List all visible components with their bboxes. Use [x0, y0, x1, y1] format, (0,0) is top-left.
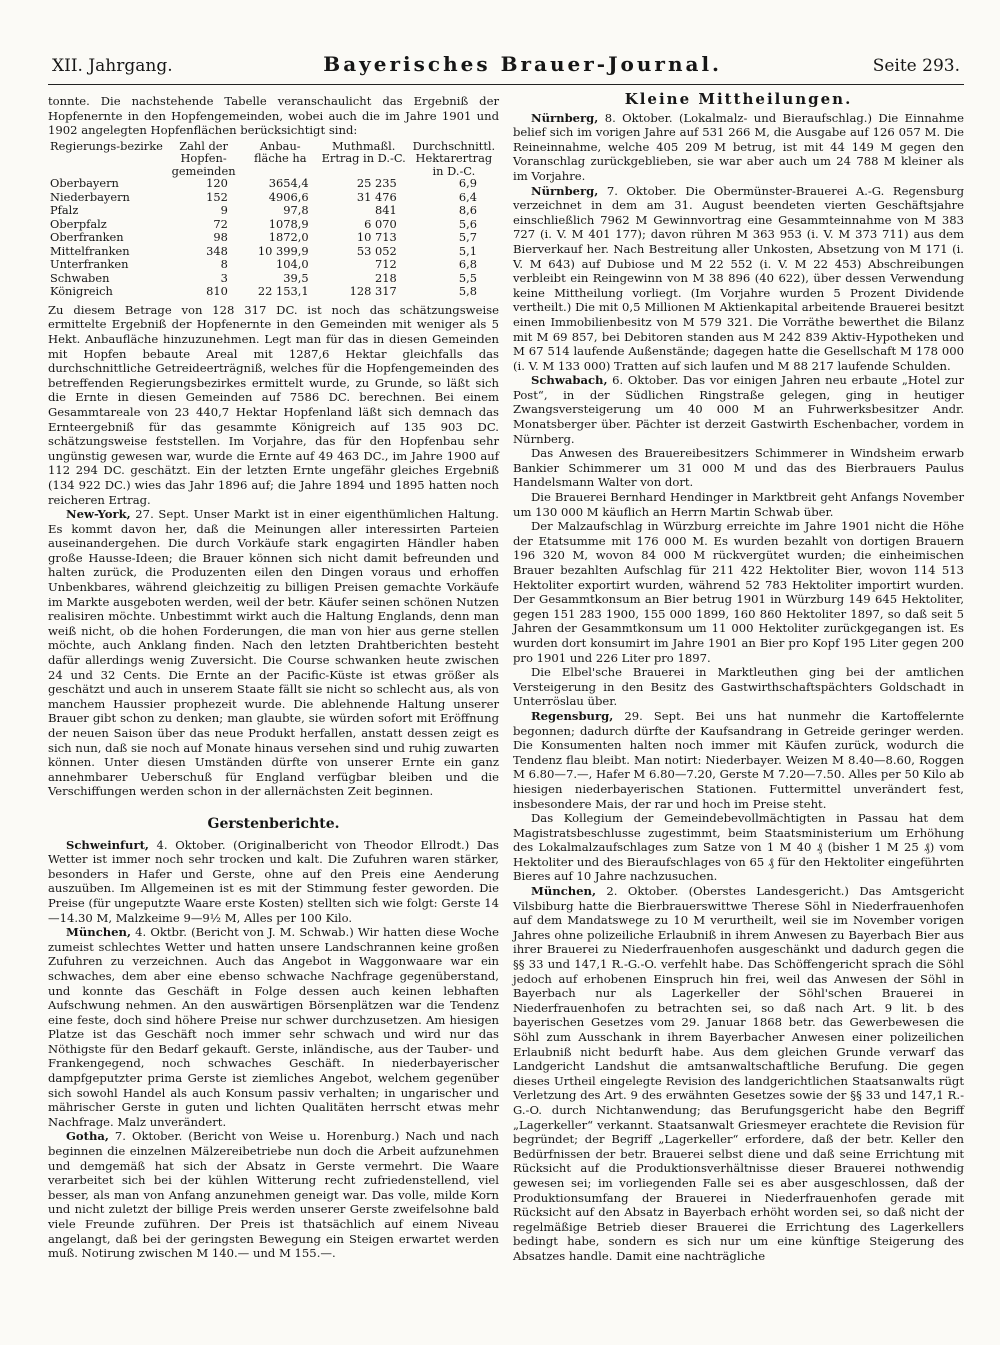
- gotha-paragraph: [48, 1129, 499, 1260]
- table-cell: 97,8: [283, 203, 309, 218]
- table-cell: 6,8: [458, 257, 477, 272]
- newspaper-page: [48, 52, 964, 1322]
- table-cell: Unterfranken: [50, 257, 129, 272]
- table-cell: Schwaben: [50, 270, 110, 285]
- col-header: Zahl der Hopfen-gemeinden: [171, 138, 236, 178]
- table-cell: 218: [375, 270, 397, 285]
- nuernberg-2-paragraph: [513, 184, 964, 374]
- table-cell: 72: [213, 216, 228, 231]
- right-column: [513, 90, 964, 1264]
- journal-title: Bayerisches Brauer-Journal.: [323, 52, 723, 76]
- col-header: Durchschnittl. Hektarertrag in D.-C.: [412, 138, 496, 178]
- table-cell: 10 713: [356, 230, 397, 245]
- regensburg-paragraph: [513, 709, 964, 811]
- table-cell: 3654,4: [268, 176, 309, 191]
- table-cell: Oberbayern: [50, 176, 119, 191]
- passau-paragraph: Das Kollegium der Gemeindebevollmächtigten in Passau hat dem Magistratsbeschlusse zugestimmt, beim Staatsministerium um Erhöhung des Lokalmalzaufschlages zum Satze von 1 M 40 ₰ (bisher 1 M 25 ₰) vom Hektoliter und des Bieraufschlages von 65 ₰ für den Hektoliter eingeführten Bieres auf 10 Jahre nachzusuchen.: [513, 811, 964, 884]
- place-name: München,: [531, 884, 597, 899]
- paragraph-text: 7. Oktober. Die Obermünster-Brauerei A.-G. Regensburg verzeichnet in dem am 31. August beendeten vierten Geschäftsjahre einschließlich 7962 M Gewinnvortrag eine Gesammteinnahme von M 383 727 (i. V. M 401 177); davon rühren M 363 953 (i. V. M 373 711) aus dem Bierverkauf her. Nach Bestreitung aller Unkosten, Absetzung von M 171 (i. V. M 643) auf Dubiose und M 22 552 (i. V. M 22 453) Abschreibungen verbleibt ein Reingewinn von M 38 896 (40 622), über dessen Verwendung keine Mittheilung vorliegt. (Im Vorjahre wurden 5 Prozent Dividende vertheilt.) Die mit 0,5 Millionen M Aktienkapital arbeitende Brauerei besitzt einen Immobilienbesitz von M 579 321. Die Vorräthe bewerthet die Bilanz mit M 69 857, bei Debitoren standen aus M 242 839 Aktiv-Hypotheken und M 67 514 laufende Außenstände; dagegen hatte die Gesellschaft M 178 000 (i. V. M 133 000) Tratten auf sich laufen und M 88 217 laufende Schulden.: [513, 183, 964, 373]
- table-cell: Niederbayern: [50, 189, 130, 204]
- left-column: [48, 94, 499, 1264]
- table-cell: 25 235: [356, 176, 397, 191]
- wuerzburg-paragraph: Der Malzaufschlag in Würzburg erreichte im Jahre 1901 nicht die Höhe der Etatsumme mit 176 000 M. Es wurden bezahlt von dortigen Brauern 196 320 M, wovon 84 000 M rückvergütet wurden; die einheimischen Brauer bezahlten Aufschlag für 211 422 Hektoliter Bier, wovon 114 513 Hektoliter exportirt wurden, während 52 783 Hektoliter importirt wurden. Der Gesammtkonsum an Bier betrug 1901 in Würzburg 149 645 Hektoliter, gegen 151 283 1900, 155 000 1899, 160 860 Hektoliter 1897, so daß seit 5 Jahren der Gesammtkonsum um 11 000 Hektoliter zurückgegangen ist. Es wurden dort konsumirt im Jahre 1901 an Bier pro Kopf 195 Liter gegen 200 pro 1901 und 226 Liter pro 1897.: [513, 519, 964, 665]
- muenchen-court-paragraph: [513, 884, 964, 1263]
- table-cell: 712: [375, 257, 397, 272]
- table-cell: 1078,9: [268, 216, 309, 231]
- table-cell: 31 476: [356, 189, 397, 204]
- table-cell: 4906,6: [268, 189, 309, 204]
- place-name: New-York,: [66, 507, 131, 522]
- section-title: Gerstenberichte.: [207, 815, 340, 832]
- table-cell: 810: [206, 284, 228, 299]
- hop-harvest-table: [48, 140, 499, 299]
- table-cell: 53 052: [356, 243, 397, 258]
- section-title: Kleine Mittheilungen.: [624, 90, 853, 108]
- col-header: Regierungs-bezirke: [50, 138, 163, 153]
- table-row: [48, 218, 499, 232]
- table-cell: 348: [206, 243, 228, 258]
- table-cell: 5,8: [458, 284, 477, 299]
- place-name: Nürnberg,: [531, 110, 599, 125]
- windsheim-paragraph: Das Anwesen des Brauereibesitzers Schimmerer in Windsheim erwarb Bankier Schimmerer um 31 000 M und das des Bierbrauers Paulus Handelsmann Walter von dort.: [513, 446, 964, 490]
- table-cell: 120: [206, 176, 228, 191]
- table-cell: Oberpfalz: [50, 216, 107, 231]
- table-row: [48, 272, 499, 286]
- paragraph-text: 2. Oktober. (Oberstes Landesgericht.) Das Amtsgericht Vilsbiburg hatte die Bierbrauerswittwe Therese Söhl in Niederfrauenhofen auf dem Mandatswege zu 10 M verurtheilt, weil sie im November vorigen Jahres ohne polizeiliche Erlaubniß in ihrem Anwesen zu Bayerbach Bier aus ihrer Brauerei zu Niederfrauenhofen ausgeschänkt und dadurch gegen die §§ 33 und 147,1 R.-G.-O. verfehlt habe. Das Schöffengericht sprach die Söhl jedoch auf erhobenen Einspruch hin frei, weil das Anwesen der Söhl in Bayerbach nur als Lagerkeller der Söhl'schen Brauerei in Niederfrauenhofen zu betrachten sei, so daß nach Art. 9 lit. b des bayerischen Gesetzes vom 29. Januar 1868 betr. das Gewerbewesen die Söhl zum Ausschank in ihrem Bayerbacher Anwesen einer polizeilichen Erlaubniß nicht bedurft habe. Aus dem gleichen Grunde verwarf das Landgericht Landshut die amtsanwaltschaftliche Berufung. Die gegen dieses Urtheil eingelegte Revision des landgerichtlichen Staatsanwalts rügt Verletzung des Art. 9 des erwähnten Gesetzes sowie der §§ 33 und 147,1 R.-G.-O. durch Nichtanwendung; das Berufungsgericht habe den Begriff „Lagerkeller“ verkannt. Staatsanwalt Griesmeyer erachtete die Revision für begründet; der Begriff „Lagerkeller“ erfordere, daß der betr. Keller den Bedürfnissen der betr. Brauerei selbst diene und daß seine Errichtung mit Rücksicht auf die Produktionsverhältnisse dieser Brauerei nothwendig gewesen sei; im vorliegenden Falle sei es aber ausgeschlossen, daß der Produktionsumfang der Brauerei in Niederfrauenhofen gerade mit Rücksicht auf den Absatz in Bayerbach erhöht worden sei, so daß nicht der regelmäßige Betrieb dieser Brauerei die Errichtung des Lagerkellers bedingt habe, sondern es sich nur um eine künftige Steigerung des Absatzes handle. Damit eine nachträgliche: [513, 884, 964, 1263]
- table-cell: 6,4: [458, 189, 477, 204]
- place-name: Nürnberg,: [531, 183, 599, 198]
- table-row: [48, 204, 499, 218]
- table-cell: 8: [220, 257, 228, 272]
- table-cell: Oberfranken: [50, 230, 124, 245]
- table-row: [48, 245, 499, 259]
- muenchen-paragraph: [48, 925, 499, 1129]
- table-cell: 5,7: [458, 230, 477, 245]
- table-cell: 152: [206, 189, 228, 204]
- table-cell: Königreich: [50, 284, 113, 299]
- table-cell: 128 317: [349, 284, 397, 299]
- nuernberg-1-paragraph: [513, 111, 964, 184]
- table-cell: Mittelfranken: [50, 243, 130, 258]
- table-cell: 1872,0: [268, 230, 309, 245]
- table-cell: 5,5: [458, 270, 477, 285]
- place-name: München,: [66, 925, 132, 940]
- table-cell: 3: [220, 270, 228, 285]
- table-row: [48, 177, 499, 191]
- col-header: Anbau-fläche ha: [253, 138, 307, 166]
- place-name: Schweinfurt,: [66, 837, 149, 852]
- paragraph-text: 4. Oktbr. (Bericht von J. M. Schwab.) Wir hatten diese Woche zumeist schlechtes Wetter und hatten unsere Landschrannen keine großen Zufuhren zu verzeichnen. Auch das Angebot in Waggonwaare war ein schwaches, dem aber eine ebenso schwache Nachfrage gegenüberstand, und konnte das Geschäft in Folge dessen auch keinen lebhaften Aufschwung nehmen. An den auswärtigen Börsenplätzen war die Tendenz eine feste, doch sind höhere Preise nur schwer durchzusetzen. Am hiesigen Platze ist das Geschäft noch immer sehr schwach und wird nur das Nöthigste für den Bedarf gekauft. Gerste, inländische, aus der Tauber- und Frankengegend, noch schwaches Geschäft. In niederbayerischer dampfgeputzter prima Gerste ist ziemliches Angebot, welchem gegenüber sich sowohl Handel als auch Konsum passiv verhalten; in ungarischer und mährischer Gerste in guten und lichten Qualitäten herrscht etwas mehr Nachfrage. Malz unverändert.: [48, 925, 499, 1129]
- newyork-paragraph: [48, 507, 499, 799]
- table-cell: Pfalz: [50, 203, 79, 218]
- table-cell: 39,5: [283, 270, 309, 285]
- table-cell: 5,6: [458, 216, 477, 231]
- marktleuthen-paragraph: Die Elbel'sche Brauerei in Marktleuthen ging bei der amtlichen Versteigerung in den Besitz des Gastwirthschaftspächters Goldschadt in Unterröslau über.: [513, 665, 964, 709]
- volume-label: XII. Jahrgang.: [52, 56, 173, 76]
- table-cell: 10 399,9: [257, 243, 309, 258]
- paragraph-text: 6. Oktober. Das vor einigen Jahren neu erbaute „Hotel zur Post“, in der Südlichen Ringstraße gelegen, ging in heutiger Zwangsversteigerung um 40 000 M an Fuhrwerksbesitzer Andr. Monatsberger über. Pächter ist derzeit Gastwirth Eschenbacher, vordem in Nürnberg.: [513, 373, 964, 446]
- table-cell: 6,9: [458, 176, 477, 191]
- table-cell: 98: [213, 230, 228, 245]
- schweinfurt-paragraph: [48, 838, 499, 926]
- page-number: Seite 293.: [872, 56, 960, 76]
- table-cell: 8,6: [458, 203, 477, 218]
- marktbreit-paragraph: Die Brauerei Bernhard Hendinger in Marktbreit geht Anfangs November um 130 000 M käuflich an Herrn Martin Schwab über.: [513, 490, 964, 519]
- paragraph-text: 4. Oktober. (Originalbericht von Theodor Ellrodt.) Das Wetter ist immer noch sehr trocken und kalt. Die Zufuhren waren stärker, besonders in Hafer und Gerste, ohne auf den Preis eine Aenderung auszuüben. Im Allgemeinen ist es mit der Stimmung fester geworden. Die Preise (für ungeputzte Waare erste Kosten) stellten sich wie folgt: Gerste 14—14.30 M, Malzkeime 9—9½ M, Alles per 100 Kilo.: [48, 837, 499, 925]
- table-row: [48, 231, 499, 245]
- place-name: Gotha,: [66, 1129, 109, 1144]
- table-cell: 22 153,1: [257, 284, 309, 299]
- intro-paragraph: tonnte. Die nachstehende Tabelle veranschaulicht das Ergebniß der Hopfenernte in den Hopfengemeinden, wobei auch die im Jahre 1901 und 1902 angelegten Hopfenflächen berücksichtigt sind:: [48, 94, 499, 138]
- table-row: [48, 285, 499, 299]
- place-name: Regensburg,: [531, 708, 614, 723]
- table-cell: 5,1: [458, 243, 477, 258]
- after-table-paragraph: Zu diesem Betrage von 128 317 DC. ist noch das schätzungsweise ermittelte Ergebniß der Hopfenernte in den Gemeinden mit weniger als 5 Hekt. Anbaufläche hinzuzunehmen. Legt man für das in diesen Gemeinden mit Hopfen bebaute Areal mit 1287,6 Hektar gleichfalls das durchschnittliche Getreideerträgniß, welches für die Hopfengemeinden des betreffenden Regierungsbezirkes ermittelt wurde, zu Grunde, so läßt sich die Ernte in diesen Gemeinden auf 7586 DC. berechnen. Bei einem Gesammtareale von 23 440,7 Hektar Hopfenland läßt sich demnach das Ernteergebniß für das gesammte Königreich auf 135 903 DC. schätzungsweise feststellen. Im Vorjahre, das für den Hopfenbau sehr ungünstig gewesen war, wurde die Ernte auf 49 463 DC., im Jahre 1900 auf 112 294 DC. geschätzt. Ein der letzten Ernte ungefähr gleiches Ergebniß (134 922 DC.) wies das Jahr 1896 auf; die Jahre 1894 und 1895 hatten noch reicheren Ertrag.: [48, 302, 499, 507]
- table-cell: 841: [375, 203, 397, 218]
- paragraph-text: 8. Oktober. (Lokalmalz- und Bieraufschlag.) Die Einnahme belief sich im vorigen Jahre auf 531 266 M, die Ausgabe auf 126 057 M. Die Reineinnahme, welche 405 209 M betrug, ist mit 44 149 M gegen den Voranschlag zurückgeblieben, sie war aber auch um 24 788 M kleiner als im Vorjahre.: [513, 110, 964, 183]
- table-cell: 104,0: [275, 257, 309, 272]
- table-header-row: [48, 140, 499, 178]
- table-cell: 6 070: [364, 216, 397, 231]
- schwabach-paragraph: [513, 373, 964, 446]
- table-row: [48, 191, 499, 205]
- col-header: Muthmaßl. Ertrag in D.-C.: [321, 138, 406, 166]
- paragraph-text: 29. Sept. Bei uns hat nunmehr die Kartoffelernte begonnen; dadurch dürfte der Kaufsandrang in Getreide geringer werden. Die Konsumenten halten noch immer mit Käufen zurück, wodurch die Tendenz flau bleibt. Man notirt: Niederbayer. Weizen M 8.40—8.60, Roggen M 6.80—7.—, Hafer M 6.80—7.20, Gerste M 7.20—7.50. Alles per 50 Kilo ab hiesigen niederbayerischen Stationen. Futtermittel unverändert fest, insbesondere Mais, der rar und hoch im Preise steht.: [513, 708, 964, 811]
- paragraph-text: 7. Oktober. (Bericht von Weise u. Horenburg.) Nach und nach beginnen die einzelnen Mälzereibetriebe nun doch die Arbeit aufzunehmen und demgemäß hat sich der Absatz in Gerste vermehrt. Die Waare verarbeitet sich bei der kühlen Witterung recht zufriedenstellend, viel besser, als man von Anfang anzunehmen geneigt war. Das volle, milde Korn und nicht zuletzt der billige Preis werden unserer Gerste zweifelsohne bald viele Freunde zuführen. Der Preis ist thatsächlich auf einem Niveau angelangt, daß bei der geringsten Bewegung ein Steigen erwartet werden muß. Notirung zwischen M 140.— und M 155.—.: [48, 1129, 499, 1261]
- table-row: [48, 258, 499, 272]
- table-cell: 9: [220, 203, 228, 218]
- page-header: [48, 52, 964, 85]
- paragraph-text: 27. Sept. Unser Markt ist in einer eigenthümlichen Haltung. Es kommt davon her, daß die Meinungen aller interessirten Parteien auseinandergehen. Die durch Vorkäufe stark engagirten Händler haben große Hausse-Ideen; die Brauer können sich nicht damit befreunden und halten zurück, die Produzenten eilen den Dingen voraus und erhoffen Unbenkbares, während gleichzeitig zu billigen Preisen gemachte Vorkäufe im Markte ausgeboten werden, weil der betr. Käufer seinen schönen Nutzen realisiren möchte. Unbestimmt wirkt auch die Haltung Englands, denn man weiß nicht, ob die hohen Forderungen, die man von hier aus gerne stellen möchte, auch Anklang finden. Nach den letzten Drahtberichten besteht dafür allerdings wenig Zuversicht. Die Course schwanken heute zwischen 24 und 32 Cents. Die Ernte an der Pacific-Küste ist etwas größer als geschätzt und auch in unserem Staate fällt sie nicht so schlecht aus, als von manchem Haussier prophezeit wurde. Die ablehnende Haltung unserer Brauer gibt schon zu denken; man glaubte, sie würden sofort mit Eröffnung der neuen Saison über das neue Produkt herfallen, anstatt dessen zeigt es sich nun, daß sie noch auf Monate hinaus versehen sind und ruhig zuwarten können. Unter diesen Umständen dürfte von unserer Ernte ein ganz annehmbarer Ueberschuß für England verfügbar bleiben und die Verschiffungen werden schon in der allernächsten Zeit beginnen.: [48, 507, 499, 799]
- place-name: Schwabach,: [531, 373, 608, 388]
